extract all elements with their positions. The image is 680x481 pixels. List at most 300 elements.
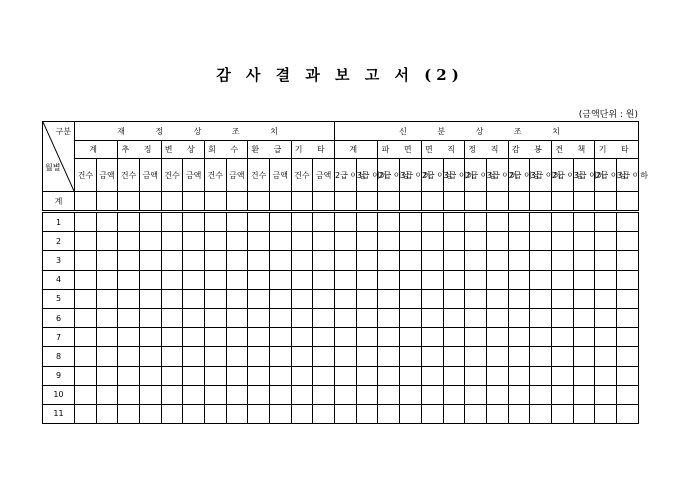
data-cell[interactable] <box>530 328 552 347</box>
data-cell[interactable] <box>443 289 465 308</box>
data-cell[interactable] <box>248 385 270 404</box>
data-cell[interactable] <box>400 385 422 404</box>
data-cell[interactable] <box>335 232 357 251</box>
data-cell[interactable] <box>552 212 574 232</box>
data-cell[interactable] <box>552 328 574 347</box>
data-cell[interactable] <box>573 404 595 423</box>
data-cell[interactable] <box>313 289 335 308</box>
data-cell[interactable] <box>465 270 487 289</box>
data-cell[interactable] <box>183 308 205 327</box>
data-cell[interactable] <box>96 328 118 347</box>
data-cell[interactable] <box>248 232 270 251</box>
data-cell[interactable] <box>617 328 639 347</box>
data-cell[interactable] <box>421 347 443 366</box>
data-cell[interactable] <box>465 251 487 270</box>
data-cell[interactable] <box>421 251 443 270</box>
data-cell[interactable] <box>400 366 422 385</box>
data-cell[interactable] <box>75 308 97 327</box>
data-cell[interactable] <box>573 270 595 289</box>
data-cell[interactable] <box>75 232 97 251</box>
data-cell[interactable] <box>530 212 552 232</box>
data-cell[interactable] <box>443 385 465 404</box>
data-cell[interactable] <box>595 404 617 423</box>
data-cell[interactable] <box>617 385 639 404</box>
data-cell[interactable] <box>617 270 639 289</box>
data-cell[interactable] <box>183 192 205 212</box>
data-cell[interactable] <box>508 385 530 404</box>
data-cell[interactable] <box>465 404 487 423</box>
data-cell[interactable] <box>378 232 400 251</box>
data-cell[interactable] <box>443 404 465 423</box>
data-cell[interactable] <box>400 251 422 270</box>
data-cell[interactable] <box>573 232 595 251</box>
data-cell[interactable] <box>269 289 291 308</box>
data-cell[interactable] <box>313 212 335 232</box>
data-cell[interactable] <box>226 192 248 212</box>
data-cell[interactable] <box>421 232 443 251</box>
data-cell[interactable] <box>269 404 291 423</box>
data-cell[interactable] <box>378 308 400 327</box>
data-cell[interactable] <box>508 347 530 366</box>
data-cell[interactable] <box>75 366 97 385</box>
data-cell[interactable] <box>508 192 530 212</box>
data-cell[interactable] <box>400 289 422 308</box>
data-cell[interactable] <box>443 347 465 366</box>
data-cell[interactable] <box>118 328 140 347</box>
data-cell[interactable] <box>530 270 552 289</box>
data-cell[interactable] <box>118 385 140 404</box>
data-cell[interactable] <box>96 192 118 212</box>
data-cell[interactable] <box>269 366 291 385</box>
data-cell[interactable] <box>421 212 443 232</box>
data-cell[interactable] <box>161 328 183 347</box>
data-cell[interactable] <box>486 328 508 347</box>
data-cell[interactable] <box>75 385 97 404</box>
data-cell[interactable] <box>465 192 487 212</box>
data-cell[interactable] <box>356 232 378 251</box>
data-cell[interactable] <box>313 192 335 212</box>
data-cell[interactable] <box>248 192 270 212</box>
data-cell[interactable] <box>118 404 140 423</box>
data-cell[interactable] <box>530 385 552 404</box>
data-cell[interactable] <box>183 270 205 289</box>
data-cell[interactable] <box>573 308 595 327</box>
data-cell[interactable] <box>161 212 183 232</box>
data-cell[interactable] <box>508 232 530 251</box>
data-cell[interactable] <box>204 270 226 289</box>
data-cell[interactable] <box>400 192 422 212</box>
data-cell[interactable] <box>248 328 270 347</box>
data-cell[interactable] <box>356 212 378 232</box>
data-cell[interactable] <box>356 270 378 289</box>
data-cell[interactable] <box>139 404 161 423</box>
data-cell[interactable] <box>573 289 595 308</box>
data-cell[interactable] <box>313 270 335 289</box>
data-cell[interactable] <box>443 232 465 251</box>
data-cell[interactable] <box>75 270 97 289</box>
data-cell[interactable] <box>443 212 465 232</box>
data-cell[interactable] <box>356 404 378 423</box>
data-cell[interactable] <box>96 212 118 232</box>
data-cell[interactable] <box>335 404 357 423</box>
data-cell[interactable] <box>226 251 248 270</box>
data-cell[interactable] <box>204 404 226 423</box>
data-cell[interactable] <box>378 289 400 308</box>
data-cell[interactable] <box>486 192 508 212</box>
data-cell[interactable] <box>465 347 487 366</box>
data-cell[interactable] <box>573 251 595 270</box>
data-cell[interactable] <box>356 308 378 327</box>
data-cell[interactable] <box>443 328 465 347</box>
data-cell[interactable] <box>226 366 248 385</box>
data-cell[interactable] <box>378 270 400 289</box>
data-cell[interactable] <box>421 385 443 404</box>
data-cell[interactable] <box>530 251 552 270</box>
data-cell[interactable] <box>161 192 183 212</box>
data-cell[interactable] <box>161 404 183 423</box>
data-cell[interactable] <box>118 366 140 385</box>
data-cell[interactable] <box>617 404 639 423</box>
data-cell[interactable] <box>335 385 357 404</box>
data-cell[interactable] <box>421 366 443 385</box>
data-cell[interactable] <box>443 270 465 289</box>
data-cell[interactable] <box>204 212 226 232</box>
data-cell[interactable] <box>248 347 270 366</box>
data-cell[interactable] <box>573 212 595 232</box>
data-cell[interactable] <box>508 366 530 385</box>
data-cell[interactable] <box>139 308 161 327</box>
data-cell[interactable] <box>183 212 205 232</box>
data-cell[interactable] <box>595 192 617 212</box>
data-cell[interactable] <box>508 404 530 423</box>
data-cell[interactable] <box>552 366 574 385</box>
data-cell[interactable] <box>248 404 270 423</box>
data-cell[interactable] <box>139 366 161 385</box>
data-cell[interactable] <box>226 212 248 232</box>
data-cell[interactable] <box>573 328 595 347</box>
data-cell[interactable] <box>486 366 508 385</box>
data-cell[interactable] <box>226 404 248 423</box>
data-cell[interactable] <box>291 366 313 385</box>
data-cell[interactable] <box>465 212 487 232</box>
data-cell[interactable] <box>96 308 118 327</box>
data-cell[interactable] <box>595 289 617 308</box>
data-cell[interactable] <box>617 251 639 270</box>
data-cell[interactable] <box>118 192 140 212</box>
data-cell[interactable] <box>421 308 443 327</box>
data-cell[interactable] <box>400 404 422 423</box>
data-cell[interactable] <box>118 347 140 366</box>
data-cell[interactable] <box>291 251 313 270</box>
data-cell[interactable] <box>530 347 552 366</box>
data-cell[interactable] <box>400 270 422 289</box>
data-cell[interactable] <box>269 270 291 289</box>
data-cell[interactable] <box>552 251 574 270</box>
data-cell[interactable] <box>204 328 226 347</box>
data-cell[interactable] <box>617 308 639 327</box>
data-cell[interactable] <box>335 308 357 327</box>
data-cell[interactable] <box>617 212 639 232</box>
data-cell[interactable] <box>508 328 530 347</box>
data-cell[interactable] <box>335 251 357 270</box>
data-cell[interactable] <box>118 251 140 270</box>
data-cell[interactable] <box>161 385 183 404</box>
data-cell[interactable] <box>226 289 248 308</box>
data-cell[interactable] <box>313 308 335 327</box>
data-cell[interactable] <box>595 385 617 404</box>
data-cell[interactable] <box>248 289 270 308</box>
data-cell[interactable] <box>356 328 378 347</box>
data-cell[interactable] <box>96 232 118 251</box>
data-cell[interactable] <box>595 232 617 251</box>
data-cell[interactable] <box>335 366 357 385</box>
data-cell[interactable] <box>291 192 313 212</box>
data-cell[interactable] <box>313 251 335 270</box>
data-cell[interactable] <box>204 366 226 385</box>
data-cell[interactable] <box>595 328 617 347</box>
data-cell[interactable] <box>552 404 574 423</box>
data-cell[interactable] <box>118 212 140 232</box>
data-cell[interactable] <box>421 270 443 289</box>
data-cell[interactable] <box>96 404 118 423</box>
data-cell[interactable] <box>75 347 97 366</box>
data-cell[interactable] <box>161 232 183 251</box>
data-cell[interactable] <box>530 232 552 251</box>
data-cell[interactable] <box>508 270 530 289</box>
data-cell[interactable] <box>573 366 595 385</box>
data-cell[interactable] <box>530 308 552 327</box>
data-cell[interactable] <box>313 366 335 385</box>
data-cell[interactable] <box>335 347 357 366</box>
data-cell[interactable] <box>96 385 118 404</box>
data-cell[interactable] <box>356 347 378 366</box>
data-cell[interactable] <box>552 289 574 308</box>
data-cell[interactable] <box>118 308 140 327</box>
data-cell[interactable] <box>486 251 508 270</box>
data-cell[interactable] <box>96 270 118 289</box>
data-cell[interactable] <box>226 270 248 289</box>
data-cell[interactable] <box>226 308 248 327</box>
data-cell[interactable] <box>269 328 291 347</box>
data-cell[interactable] <box>291 328 313 347</box>
data-cell[interactable] <box>486 270 508 289</box>
data-cell[interactable] <box>139 347 161 366</box>
data-cell[interactable] <box>335 212 357 232</box>
data-cell[interactable] <box>118 232 140 251</box>
data-cell[interactable] <box>204 251 226 270</box>
data-cell[interactable] <box>183 366 205 385</box>
data-cell[interactable] <box>313 328 335 347</box>
data-cell[interactable] <box>573 192 595 212</box>
data-cell[interactable] <box>617 192 639 212</box>
data-cell[interactable] <box>400 347 422 366</box>
data-cell[interactable] <box>248 251 270 270</box>
data-cell[interactable] <box>378 251 400 270</box>
data-cell[interactable] <box>465 328 487 347</box>
data-cell[interactable] <box>313 347 335 366</box>
data-cell[interactable] <box>139 212 161 232</box>
data-cell[interactable] <box>378 366 400 385</box>
data-cell[interactable] <box>486 308 508 327</box>
data-cell[interactable] <box>226 347 248 366</box>
data-cell[interactable] <box>226 328 248 347</box>
data-cell[interactable] <box>573 347 595 366</box>
data-cell[interactable] <box>335 328 357 347</box>
data-cell[interactable] <box>530 192 552 212</box>
data-cell[interactable] <box>161 366 183 385</box>
data-cell[interactable] <box>378 385 400 404</box>
data-cell[interactable] <box>356 385 378 404</box>
data-cell[interactable] <box>291 270 313 289</box>
data-cell[interactable] <box>75 212 97 232</box>
data-cell[interactable] <box>465 289 487 308</box>
data-cell[interactable] <box>204 192 226 212</box>
data-cell[interactable] <box>313 404 335 423</box>
data-cell[interactable] <box>378 347 400 366</box>
data-cell[interactable] <box>269 308 291 327</box>
data-cell[interactable] <box>161 308 183 327</box>
data-cell[interactable] <box>443 366 465 385</box>
data-cell[interactable] <box>552 232 574 251</box>
data-cell[interactable] <box>595 347 617 366</box>
data-cell[interactable] <box>486 232 508 251</box>
data-cell[interactable] <box>96 366 118 385</box>
data-cell[interactable] <box>595 308 617 327</box>
data-cell[interactable] <box>486 385 508 404</box>
data-cell[interactable] <box>183 251 205 270</box>
data-cell[interactable] <box>161 289 183 308</box>
data-cell[interactable] <box>552 192 574 212</box>
data-cell[interactable] <box>161 251 183 270</box>
data-cell[interactable] <box>139 328 161 347</box>
data-cell[interactable] <box>552 385 574 404</box>
data-cell[interactable] <box>335 270 357 289</box>
data-cell[interactable] <box>291 212 313 232</box>
data-cell[interactable] <box>313 385 335 404</box>
data-cell[interactable] <box>96 251 118 270</box>
data-cell[interactable] <box>313 232 335 251</box>
data-cell[interactable] <box>183 328 205 347</box>
data-cell[interactable] <box>508 308 530 327</box>
data-cell[interactable] <box>96 347 118 366</box>
data-cell[interactable] <box>75 328 97 347</box>
data-cell[interactable] <box>356 366 378 385</box>
data-cell[interactable] <box>356 289 378 308</box>
data-cell[interactable] <box>96 289 118 308</box>
data-cell[interactable] <box>508 212 530 232</box>
data-cell[interactable] <box>291 404 313 423</box>
data-cell[interactable] <box>400 308 422 327</box>
data-cell[interactable] <box>508 289 530 308</box>
data-cell[interactable] <box>226 232 248 251</box>
data-cell[interactable] <box>226 385 248 404</box>
data-cell[interactable] <box>75 404 97 423</box>
data-cell[interactable] <box>508 251 530 270</box>
data-cell[interactable] <box>118 270 140 289</box>
data-cell[interactable] <box>269 192 291 212</box>
data-cell[interactable] <box>400 232 422 251</box>
data-cell[interactable] <box>75 192 97 212</box>
data-cell[interactable] <box>465 308 487 327</box>
data-cell[interactable] <box>161 270 183 289</box>
data-cell[interactable] <box>356 251 378 270</box>
data-cell[interactable] <box>269 232 291 251</box>
data-cell[interactable] <box>291 232 313 251</box>
data-cell[interactable] <box>356 192 378 212</box>
data-cell[interactable] <box>269 347 291 366</box>
data-cell[interactable] <box>617 289 639 308</box>
data-cell[interactable] <box>573 385 595 404</box>
data-cell[interactable] <box>595 270 617 289</box>
data-cell[interactable] <box>248 270 270 289</box>
data-cell[interactable] <box>291 308 313 327</box>
data-cell[interactable] <box>443 251 465 270</box>
data-cell[interactable] <box>75 251 97 270</box>
data-cell[interactable] <box>552 308 574 327</box>
data-cell[interactable] <box>269 251 291 270</box>
data-cell[interactable] <box>378 192 400 212</box>
data-cell[interactable] <box>465 385 487 404</box>
data-cell[interactable] <box>204 289 226 308</box>
data-cell[interactable] <box>139 251 161 270</box>
data-cell[interactable] <box>183 289 205 308</box>
data-cell[interactable] <box>204 385 226 404</box>
data-cell[interactable] <box>378 404 400 423</box>
data-cell[interactable] <box>269 385 291 404</box>
data-cell[interactable] <box>421 192 443 212</box>
data-cell[interactable] <box>530 404 552 423</box>
data-cell[interactable] <box>248 366 270 385</box>
data-cell[interactable] <box>269 212 291 232</box>
data-cell[interactable] <box>139 385 161 404</box>
data-cell[interactable] <box>595 212 617 232</box>
data-cell[interactable] <box>161 347 183 366</box>
data-cell[interactable] <box>291 347 313 366</box>
data-cell[interactable] <box>486 289 508 308</box>
data-cell[interactable] <box>595 366 617 385</box>
data-cell[interactable] <box>530 366 552 385</box>
data-cell[interactable] <box>75 289 97 308</box>
data-cell[interactable] <box>552 347 574 366</box>
data-cell[interactable] <box>183 347 205 366</box>
data-cell[interactable] <box>183 404 205 423</box>
data-cell[interactable] <box>530 289 552 308</box>
data-cell[interactable] <box>139 192 161 212</box>
data-cell[interactable] <box>443 308 465 327</box>
data-cell[interactable] <box>421 289 443 308</box>
data-cell[interactable] <box>421 404 443 423</box>
data-cell[interactable] <box>617 366 639 385</box>
data-cell[interactable] <box>291 289 313 308</box>
data-cell[interactable] <box>378 212 400 232</box>
data-cell[interactable] <box>465 366 487 385</box>
data-cell[interactable] <box>248 308 270 327</box>
data-cell[interactable] <box>443 192 465 212</box>
data-cell[interactable] <box>400 212 422 232</box>
data-cell[interactable] <box>183 232 205 251</box>
data-cell[interactable] <box>378 328 400 347</box>
data-cell[interactable] <box>617 347 639 366</box>
data-cell[interactable] <box>617 232 639 251</box>
data-cell[interactable] <box>595 251 617 270</box>
data-cell[interactable] <box>139 289 161 308</box>
data-cell[interactable] <box>248 212 270 232</box>
data-cell[interactable] <box>486 404 508 423</box>
data-cell[interactable] <box>291 385 313 404</box>
data-cell[interactable] <box>183 385 205 404</box>
data-cell[interactable] <box>204 308 226 327</box>
data-cell[interactable] <box>400 328 422 347</box>
